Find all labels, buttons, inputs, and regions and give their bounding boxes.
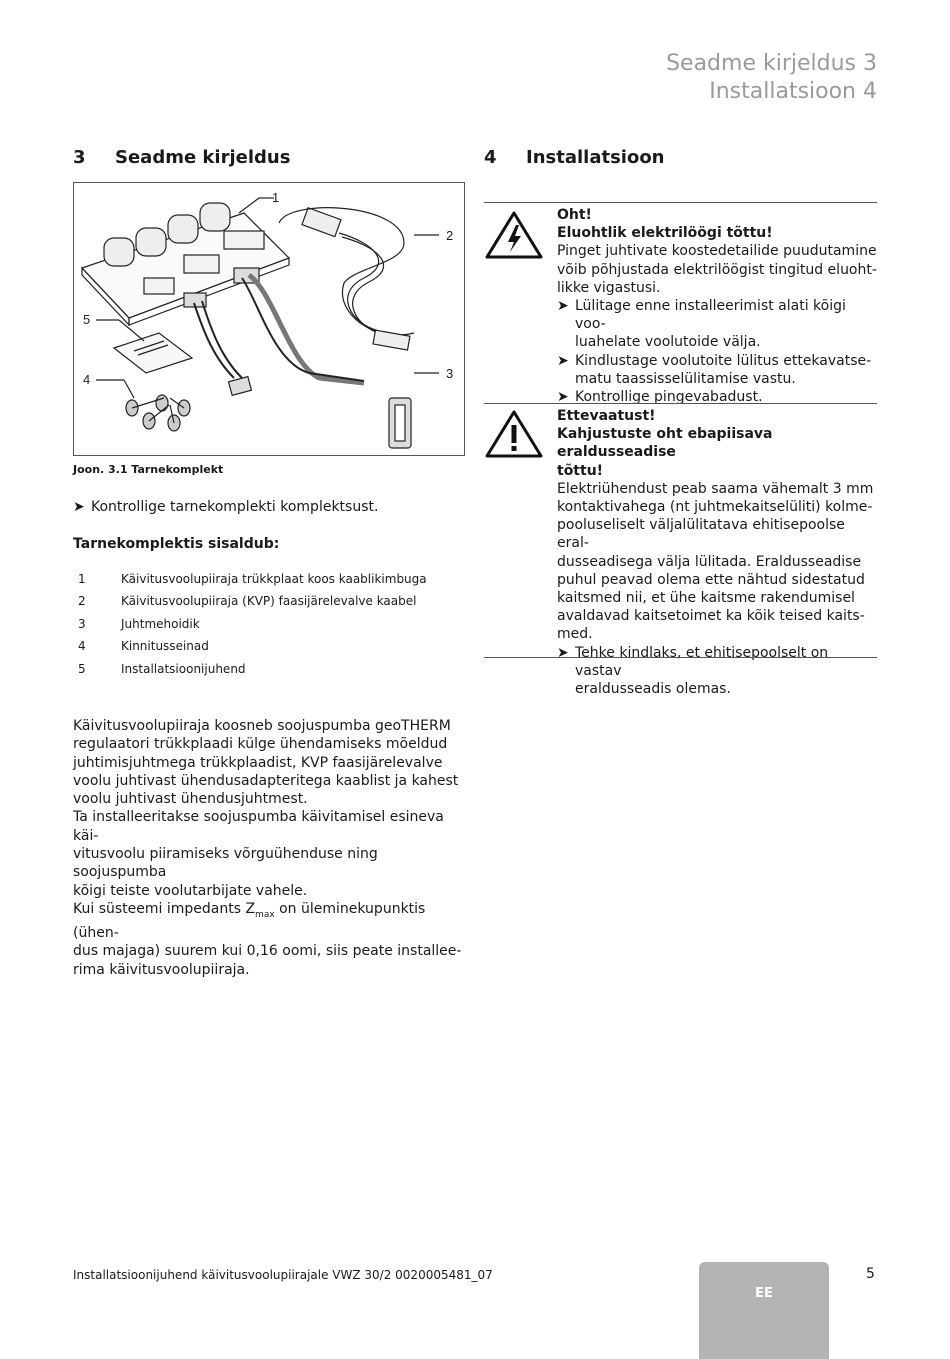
header-line-1: Seadme kirjeldus 3	[666, 51, 877, 76]
contents-heading: Tarnekomplektis sisaldub:	[73, 536, 280, 552]
list-item: 1 Käivitusvoolupiiraja trükkplaat koos kaablikimbuga	[78, 572, 427, 586]
footer-document-title: Installatsioonijuhend käivitusvoolupiirajale VWZ 30/2 0020005481_07	[73, 1268, 493, 1282]
section-number: 4	[484, 147, 497, 168]
divider	[484, 202, 877, 203]
divider	[484, 403, 877, 404]
arrow-icon: ➤	[557, 644, 569, 661]
section-title: Installatsioon	[526, 147, 665, 168]
delivery-kit-illustration	[74, 183, 464, 455]
danger-warning-box	[484, 202, 877, 404]
signal-word: Ettevaatust!	[557, 408, 656, 424]
exclamation-warning-icon	[484, 409, 544, 459]
description-paragraph: Käivitusvoolupiiraja koosneb soojuspumba geoTHERM regulaatori trükkplaadi külge ühendamiseks mõeldud juhtimisjuhtmega trükkplaadist, KVP faasijärelevalve voolu juhtivast ühendusadapteritega kaablist ja kahest voolu juhtivast ühendusjuhtmest. Ta installeeritakse soojuspumba käivitamisel esineva käi- vitusvoolu piiramiseks võrguühenduse ning soojuspumba kõigi teiste voolutarbijate vahele. Kui süsteemi impedants $Z_{max}$ on üleminekupunktis (ühen- dus majaga) suurem kui 0,16 oomi, siis peate installee- rima käivitusvoolupiiraja.	[73, 718, 462, 978]
figure-label-3: 3	[446, 366, 454, 381]
warning-text: Ettevaatust! Kahjustuste oht ebapiisava eraldusseadise tõttu! Elektriühendust peab saama vähemalt 3 mm kontaktivahega (nt juhtmekaitselüliti) kolme- pooluseliselt väljalülitatava ehitisepoolse eral- dusseadisega välja lülitada. Eraldusseadise puhul peavad olema ette nähtud sidestatud kaitsmed nii, et ühe kaitsme rakendumisel avaldavad kaitsetoimet ka kõik teised kaits- med. ➤ Tehke kindlaks, et ehitisepoolselt on vastav eraldusseadis olemas.	[557, 407, 877, 698]
signal-word: Oht!	[557, 207, 592, 223]
electric-hazard-icon	[484, 210, 544, 260]
section-number: 3	[73, 147, 86, 168]
figure-label-1: 1	[272, 190, 280, 205]
check-text: Kontrollige tarnekomplekti komplektsust.	[91, 499, 379, 515]
section-title: Seadme kirjeldus	[115, 147, 291, 168]
running-header	[666, 50, 877, 106]
language-tab: EE	[699, 1262, 829, 1359]
arrow-icon: ➤	[557, 352, 569, 369]
list-item: 2 Käivitusvoolupiiraja (KVP) faasijärelevalve kaabel	[78, 594, 417, 609]
section-3-heading	[73, 147, 290, 168]
warning-text: Oht! Eluohtlik elektrilöögi tõttu! Pinget juhtivate koostedetailide puudutamine võib põhjustada elektrilöögist tingitud eluoht- likke vigastusi. ➤ Lülitage enne installeerimist alati kõigi voo- luahelate voolutoide välja. ➤ Kindlustage voolutoite lülitus ettekavatse- matu taassisselülitamise vastu. ➤ Kontrollige pingevabadust.	[557, 207, 877, 406]
warning-title: Kahjustuste oht ebapiisava eraldusseadise	[557, 426, 773, 461]
arrow-icon: ➤	[557, 298, 569, 315]
list-item: ➤ Kindlustage voolutoite lülitus ettekavatse- matu taassisselülitamise vastu.	[557, 352, 872, 387]
list-item: ➤ Tehke kindlaks, et ehitisepoolselt on vastav eraldusseadis olemas.	[557, 644, 829, 698]
header-line-2: Installatsioon 4	[709, 79, 877, 104]
caution-warning-box	[484, 403, 877, 698]
list-item: 4 Kinnitusseinad	[78, 639, 209, 654]
check-instruction	[73, 498, 378, 516]
arrow-icon: ➤	[557, 389, 569, 406]
section-4-heading	[484, 147, 665, 168]
figure-label-4: 4	[83, 372, 91, 387]
figure-label-2: 2	[446, 228, 454, 243]
page-number: 5	[866, 1266, 875, 1282]
contents-list	[73, 570, 473, 682]
figure-label-5: 5	[83, 312, 91, 327]
delivery-kit-figure	[73, 182, 465, 456]
list-item: 3 Juhtmehoidik	[78, 616, 200, 631]
warning-title: Eluohtlik elektrilöögi tõttu!	[557, 225, 773, 242]
arrow-icon: ➤	[73, 499, 85, 515]
divider	[484, 657, 877, 658]
list-item: 5 Installatsioonijuhend	[78, 661, 246, 676]
list-item: ➤ Lülitage enne installeerimist alati kõigi voo- luahelate voolutoide välja.	[557, 298, 846, 351]
list-item: ➤ Kontrollige pingevabadust.	[557, 389, 763, 406]
figure-caption: Joon. 3.1 Tarnekomplekt	[73, 463, 224, 476]
